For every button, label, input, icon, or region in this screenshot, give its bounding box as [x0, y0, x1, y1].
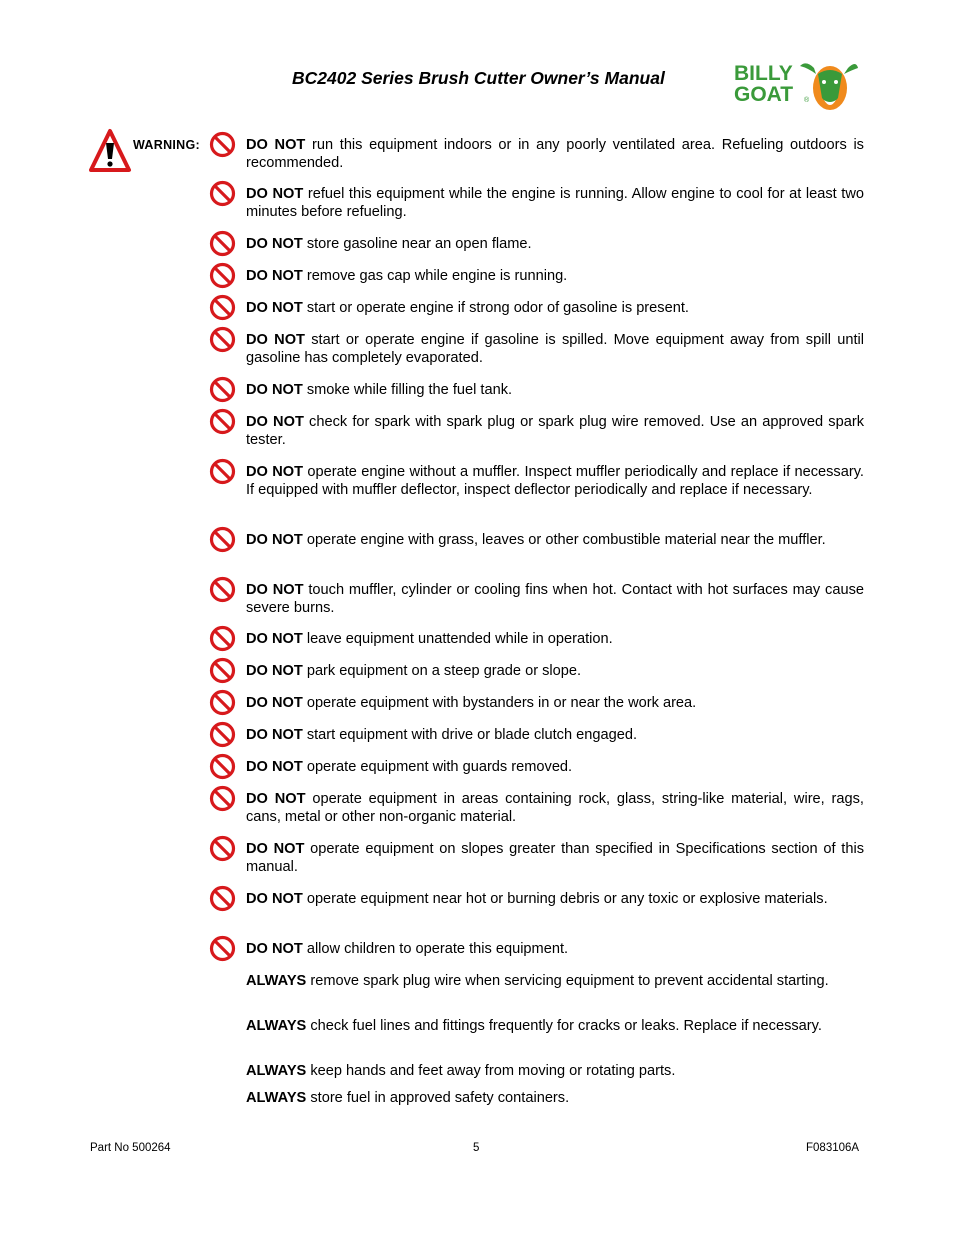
rule-text: [246, 331, 864, 367]
rule-body: remove gas cap while engine is running.: [306, 268, 568, 284]
rule-keyword: DO NOT: [246, 759, 303, 775]
rule-text: [246, 790, 864, 826]
rule-text: [246, 890, 864, 908]
rule-body: leave equipment unattended while in operation.: [306, 631, 613, 647]
rule-body: operate equipment in areas containing rock, glass, string-like material, wire, rags, cans, metal or other non-organic material.: [246, 791, 864, 825]
prohibition-icon: [209, 721, 236, 748]
rule-body: store fuel in approved safety containers.: [310, 1090, 570, 1106]
rule-body: operate engine with grass, leaves or other combustible material near the muffler.: [306, 532, 826, 548]
rule-body: remove spark plug wire when servicing equipment to prevent accidental starting.: [310, 973, 829, 989]
prohibition-icon: [209, 625, 236, 652]
rule-keyword: DO NOT: [246, 727, 303, 743]
rule-body: touch muffler, cylinder or cooling fins when hot. Contact with hot surfaces may cause severe burns.: [246, 582, 864, 616]
rule-text: [246, 381, 864, 399]
warning-label: WARNING:: [133, 138, 200, 152]
prohibition-icon: [209, 131, 236, 158]
rule-body: operate equipment on slopes greater than specified in Specifications section of this manual.: [246, 841, 864, 875]
prohibition-icon: [209, 376, 236, 403]
logo-registered-mark: ®: [804, 97, 810, 104]
prohibition-icon: [209, 458, 236, 485]
prohibition-icon: [209, 835, 236, 862]
prohibition-icon: [209, 935, 236, 962]
rule-keyword: DO NOT: [246, 382, 303, 398]
rule-keyword: ALWAYS: [246, 1090, 307, 1106]
rule-body: refuel this equipment while the engine is running. Allow engine to cool for at least two minutes before refueling.: [246, 186, 864, 220]
rule-body: start or operate engine if gasoline is spilled. Move equipment away from spill until gasoline has completely evaporated.: [246, 332, 864, 366]
rule-text: [246, 581, 864, 617]
warning-triangle-icon: [88, 128, 132, 174]
rule-keyword: DO NOT: [246, 532, 303, 548]
rule-body: smoke while filling the fuel tank.: [306, 382, 513, 398]
rule-keyword: ALWAYS: [246, 973, 307, 989]
rule-text: [246, 726, 864, 744]
rule-keyword: DO NOT: [246, 464, 304, 480]
rule-text: [246, 267, 864, 285]
billy-goat-logo: [734, 58, 858, 112]
rule-text: [246, 1062, 864, 1080]
rule-keyword: DO NOT: [246, 268, 303, 284]
rule-keyword: ALWAYS: [246, 1063, 307, 1079]
rule-keyword: DO NOT: [246, 137, 306, 153]
prohibition-icon: [209, 885, 236, 912]
rule-body: park equipment on a steep grade or slope.: [306, 663, 582, 679]
footer-part-number: Part No 500264: [90, 1142, 171, 1154]
rule-text: [246, 972, 864, 990]
prohibition-icon: [209, 230, 236, 257]
rule-text: [246, 235, 864, 253]
rule-body: start or operate engine if strong odor of gasoline is present.: [306, 300, 689, 316]
rule-keyword: DO NOT: [246, 414, 304, 430]
rule-body: check fuel lines and fittings frequently for cracks or leaks. Replace if necessary.: [310, 1018, 822, 1034]
rule-keyword: DO NOT: [246, 663, 303, 679]
rule-body: operate equipment near hot or burning debris or any toxic or explosive materials.: [306, 891, 828, 907]
rule-keyword: DO NOT: [246, 332, 305, 348]
rule-text: [246, 185, 864, 221]
rule-keyword: DO NOT: [246, 941, 303, 957]
warning-callout: [88, 128, 206, 176]
rule-text: [246, 840, 864, 876]
rule-keyword: DO NOT: [246, 186, 304, 202]
prohibition-icon: [209, 294, 236, 321]
rule-text: [246, 463, 864, 499]
prohibition-icon: [209, 408, 236, 435]
rule-body: keep hands and feet away from moving or rotating parts.: [310, 1063, 676, 1079]
page-title: BC2402 Series Brush Cutter Owner’s Manual: [292, 68, 665, 88]
rule-text: [246, 662, 864, 680]
rule-body: operate engine without a muffler. Inspect muffler periodically and replace if necessary. If equipped with muffler deflector, inspect deflector periodically and replace if necessary.: [246, 464, 864, 498]
rule-text: [246, 630, 864, 648]
prohibition-icon: [209, 262, 236, 289]
prohibition-icon: [209, 753, 236, 780]
prohibition-icon: [209, 657, 236, 684]
rule-keyword: ALWAYS: [246, 1018, 307, 1034]
logo-word-billy: BILLY: [734, 62, 793, 85]
rule-keyword: DO NOT: [246, 891, 303, 907]
rule-keyword: DO NOT: [246, 582, 304, 598]
rule-keyword: DO NOT: [246, 236, 303, 252]
prohibition-icon: [209, 689, 236, 716]
rule-keyword: DO NOT: [246, 695, 303, 711]
rule-keyword: DO NOT: [246, 841, 305, 857]
logo-word-goat: GOAT: [734, 83, 794, 106]
rule-keyword: DO NOT: [246, 791, 306, 807]
rule-text: [246, 758, 864, 776]
rule-body: run this equipment indoors or in any poorly ventilated area. Refueling outdoors is recommended.: [246, 137, 864, 171]
rule-body: check for spark with spark plug or spark plug wire removed. Use an approved spark tester.: [246, 414, 864, 448]
rule-body: operate equipment with guards removed.: [306, 759, 573, 775]
rule-text: [246, 694, 864, 712]
rule-text: [246, 299, 864, 317]
rule-body: store gasoline near an open flame.: [306, 236, 532, 252]
prohibition-icon: [209, 576, 236, 603]
prohibition-icon: [209, 180, 236, 207]
rule-keyword: DO NOT: [246, 300, 303, 316]
rule-text: [246, 940, 864, 958]
prohibition-icon: [209, 326, 236, 353]
rule-keyword: DO NOT: [246, 631, 303, 647]
rule-text: [246, 1017, 864, 1035]
rule-text: [246, 413, 864, 449]
rule-body: start equipment with drive or blade clutch engaged.: [306, 727, 638, 743]
rule-text: [246, 136, 864, 172]
footer-form-number: F083106A: [806, 1142, 860, 1154]
prohibition-icon: [209, 526, 236, 553]
rule-body: operate equipment with bystanders in or near the work area.: [306, 695, 697, 711]
rule-text: [246, 531, 864, 549]
footer-page-number: 5: [473, 1142, 480, 1154]
rule-text: [246, 1089, 864, 1107]
prohibition-icon: [209, 785, 236, 812]
rule-body: allow children to operate this equipment.: [306, 941, 569, 957]
